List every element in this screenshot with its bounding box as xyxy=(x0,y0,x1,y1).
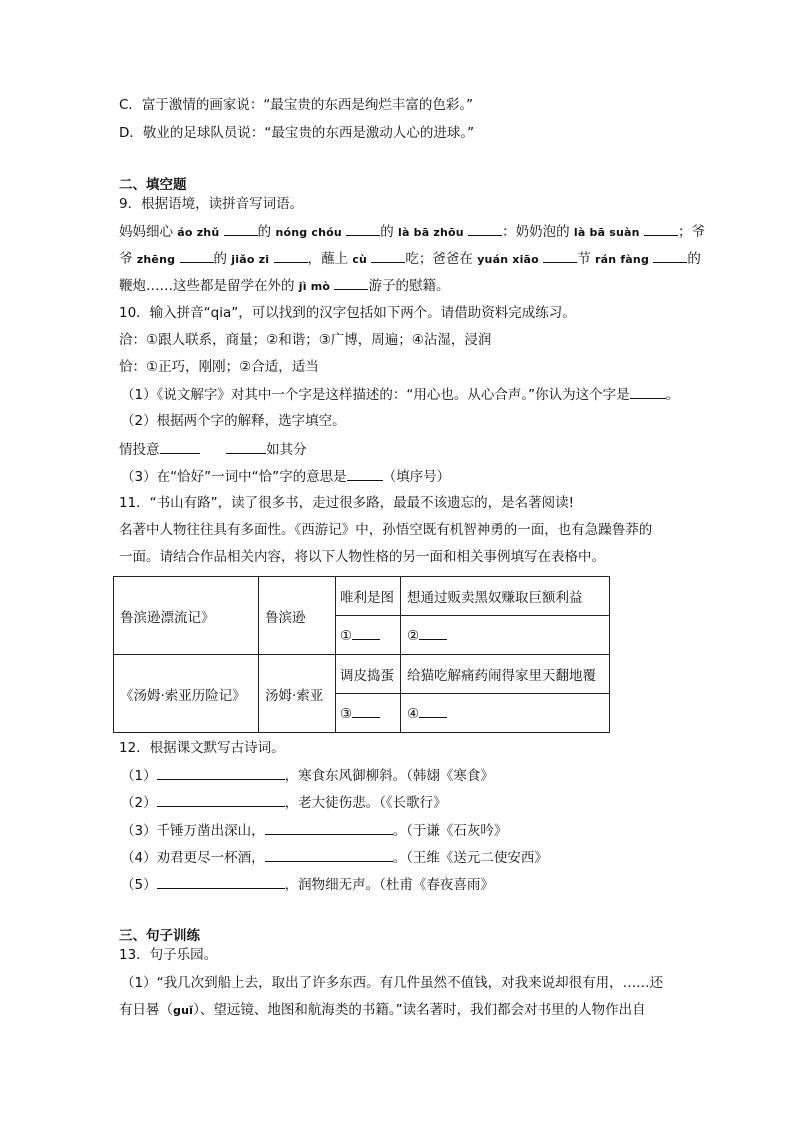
character-cell: 汤姆·索亚 xyxy=(259,655,336,733)
q10-sub-1 xyxy=(121,385,679,404)
answer-blank[interactable] xyxy=(630,385,666,399)
answer-blank[interactable] xyxy=(468,222,502,236)
pinyin-la-ba-zhou: là bā zhōu xyxy=(398,226,464,239)
pinyin-gui: guǐ xyxy=(173,1004,194,1017)
blank-number: ③ xyxy=(340,706,353,722)
poem-text: ，老大徒伤悲。（《长歌行》 xyxy=(284,795,447,811)
q9-text: 的 xyxy=(213,251,232,267)
q10-sub-2: （2）根据两个字的解释，选字填空。 xyxy=(121,413,346,429)
item-number: （1） xyxy=(121,768,157,784)
q9-text: 鞭炮……这些都是留学在外的 xyxy=(119,278,299,294)
q9-text: 的 xyxy=(687,251,701,267)
item-number: （2） xyxy=(121,795,157,811)
q9-text: 妈妈细心 xyxy=(119,224,178,240)
blank-number: ② xyxy=(407,628,420,644)
character-cell: 鲁滨逊 xyxy=(259,577,336,655)
q9-text: 的 xyxy=(380,224,399,240)
q10-sub-1-end: 。 xyxy=(665,387,680,403)
q13-text: 有日晷（ xyxy=(119,1002,173,1018)
poem-item-5 xyxy=(121,875,494,894)
q13-sub-1-line-2 xyxy=(119,1001,646,1020)
q12-stem: 12．根据课文默写古诗词。 xyxy=(119,740,285,756)
section-2-title: 二、填空题 xyxy=(119,177,187,193)
blank-number: ① xyxy=(340,628,353,644)
q11-paragraph-2: 一面。请结合作品相关内容，将以下人物性格的另一面和相关事例填写在表格中。 xyxy=(119,549,605,565)
option-c: C．富于激情的画家说：“最宝贵的东西是绚烂丰富的色彩。” xyxy=(119,97,474,113)
poem-text: （4）劝君更尽一杯酒， xyxy=(121,850,265,866)
q9-text: 节 xyxy=(577,251,596,267)
idiom-1: 情投意 xyxy=(119,442,160,458)
example-cell: 给猫吃解痛药闹得家里天翻地覆 xyxy=(401,655,610,694)
q10-stem: 10．输入拼音“qia”，可以找到的汉字包括如下两个。请借助资料完成练习。 xyxy=(119,305,576,321)
poem-text: ，寒食东风御柳斜。（韩翃《寒食》 xyxy=(284,768,494,784)
pinyin-yuan-xiao: yuán xiāo xyxy=(477,253,539,266)
answer-cell[interactable] xyxy=(401,694,610,733)
answer-cell[interactable] xyxy=(336,694,401,733)
q11-paragraph-1: 名著中人物往往具有多面性。《西游记》中，孙悟空既有机智神勇的一面，也有急躁鲁莽的 xyxy=(119,522,653,538)
section-3-title: 三、句子训练 xyxy=(119,928,200,944)
option-d: D．敬业的足球队员说：“最宝贵的东西是激动人心的进球。” xyxy=(119,125,475,141)
answer-blank[interactable] xyxy=(346,222,380,236)
q9-stem: 9．根据语境，读拼音写词语。 xyxy=(119,196,304,212)
q10-sub-3-text: （3）在“恰好”一词中“恰”字的意思是 xyxy=(121,469,347,485)
q9-text: 的 xyxy=(257,224,276,240)
pinyin-jiao-zi: jiǎo zi xyxy=(231,253,270,266)
answer-blank[interactable] xyxy=(334,276,368,290)
poem-text: ，润物细无声。（杜甫《春夜喜雨》 xyxy=(284,877,494,893)
poem-text: 。（王维《送元二使安西》 xyxy=(392,850,548,866)
poem-item-1 xyxy=(121,766,494,785)
q9-text: 爷 xyxy=(119,251,137,267)
q9-text: ；爷 xyxy=(678,224,705,240)
character-table xyxy=(113,576,610,733)
q9-text: 吃；爸爸在 xyxy=(405,251,478,267)
q10-def-qia-1: 洽：①跟人联系，商量；②和谐；③广博，周遍；④沾湿，浸润 xyxy=(119,332,492,348)
poem-text: 。（于谦《石灰吟》 xyxy=(392,823,508,839)
answer-blank[interactable] xyxy=(653,249,687,263)
answer-blank[interactable] xyxy=(157,793,285,807)
answer-blank[interactable] xyxy=(265,821,393,835)
pinyin-cu: cù xyxy=(352,253,368,266)
q13-stem: 13．句子乐园。 xyxy=(119,947,218,963)
q10-sub-3 xyxy=(121,467,450,486)
answer-blank[interactable] xyxy=(419,626,447,640)
blank-number: ④ xyxy=(407,706,420,722)
answer-blank[interactable] xyxy=(226,440,266,454)
item-number: （5） xyxy=(121,877,157,893)
q9-text: ，蘸上 xyxy=(307,251,353,267)
answer-blank[interactable] xyxy=(157,766,285,780)
q10-sub-2-fill xyxy=(119,440,307,459)
poem-item-4 xyxy=(121,848,548,867)
trait-cell: 唯利是图 xyxy=(336,577,401,616)
q9-line-1 xyxy=(119,222,705,242)
answer-blank[interactable] xyxy=(644,222,678,236)
pinyin-zheng: zhēng xyxy=(136,253,176,266)
example-cell: 想通过贩卖黑奴赚取巨额利益 xyxy=(401,577,610,616)
answer-blank[interactable] xyxy=(352,626,380,640)
q10-sub-3-end: （填序号） xyxy=(382,469,451,485)
pinyin-ao-zhu: áo zhǔ xyxy=(177,226,220,239)
book-title-cell: 鲁滨逊漂流记》 xyxy=(114,577,259,655)
q13-sub-1-line-1: （1）“我几次到船上去，取出了许多东西。有几件虽然不值钱，对我来说却很有用，……还 xyxy=(121,975,664,991)
q11-stem: 11．“书山有路”，读了很多书，走过很多路，最最不该遗忘的，是名著阅读! xyxy=(119,495,575,511)
q9-text: ：奶奶泡的 xyxy=(502,224,574,240)
pinyin-la-ba-suan: là bā suàn xyxy=(573,226,640,239)
book-title-cell: 《汤姆·索亚历险记》 xyxy=(114,655,259,733)
pinyin-nong-chou: nóng chóu xyxy=(275,226,342,239)
q9-line-3 xyxy=(119,276,449,296)
q9-text: 游子的慰籍。 xyxy=(368,278,450,294)
answer-blank[interactable] xyxy=(419,704,447,718)
answer-cell[interactable] xyxy=(401,616,610,655)
answer-blank[interactable] xyxy=(347,467,383,481)
poem-item-2 xyxy=(121,793,447,812)
answer-blank[interactable] xyxy=(180,249,214,263)
answer-blank[interactable] xyxy=(224,222,258,236)
answer-blank[interactable] xyxy=(265,848,393,862)
q9-line-2 xyxy=(119,249,701,269)
poem-text: （3）千锤万凿出深山， xyxy=(121,823,265,839)
answer-blank[interactable] xyxy=(543,249,577,263)
poem-item-3 xyxy=(121,821,507,840)
answer-blank[interactable] xyxy=(160,440,200,454)
answer-blank[interactable] xyxy=(352,704,380,718)
idiom-2: 如其分 xyxy=(266,442,307,458)
answer-blank[interactable] xyxy=(371,249,405,263)
pinyin-ji-mo: jì mò xyxy=(298,280,331,293)
pinyin-ran-fang: rán fàng xyxy=(595,253,650,266)
q13-text: ）、望远镜、地图和航海类的书籍。”读名著时，我们都会对书里的人物作出自 xyxy=(193,1002,646,1018)
answer-cell[interactable] xyxy=(336,616,401,655)
answer-blank[interactable] xyxy=(157,875,285,889)
q10-sub-1-text: （1）《说文解字》对其中一个字是这样描述的：“用心也。从心合声。”你认为这个字是 xyxy=(121,387,630,403)
q10-def-qia-2: 恰：①正巧，刚刚；②合适，适当 xyxy=(119,359,319,375)
answer-blank[interactable] xyxy=(274,249,308,263)
trait-cell: 调皮捣蛋 xyxy=(336,655,401,694)
